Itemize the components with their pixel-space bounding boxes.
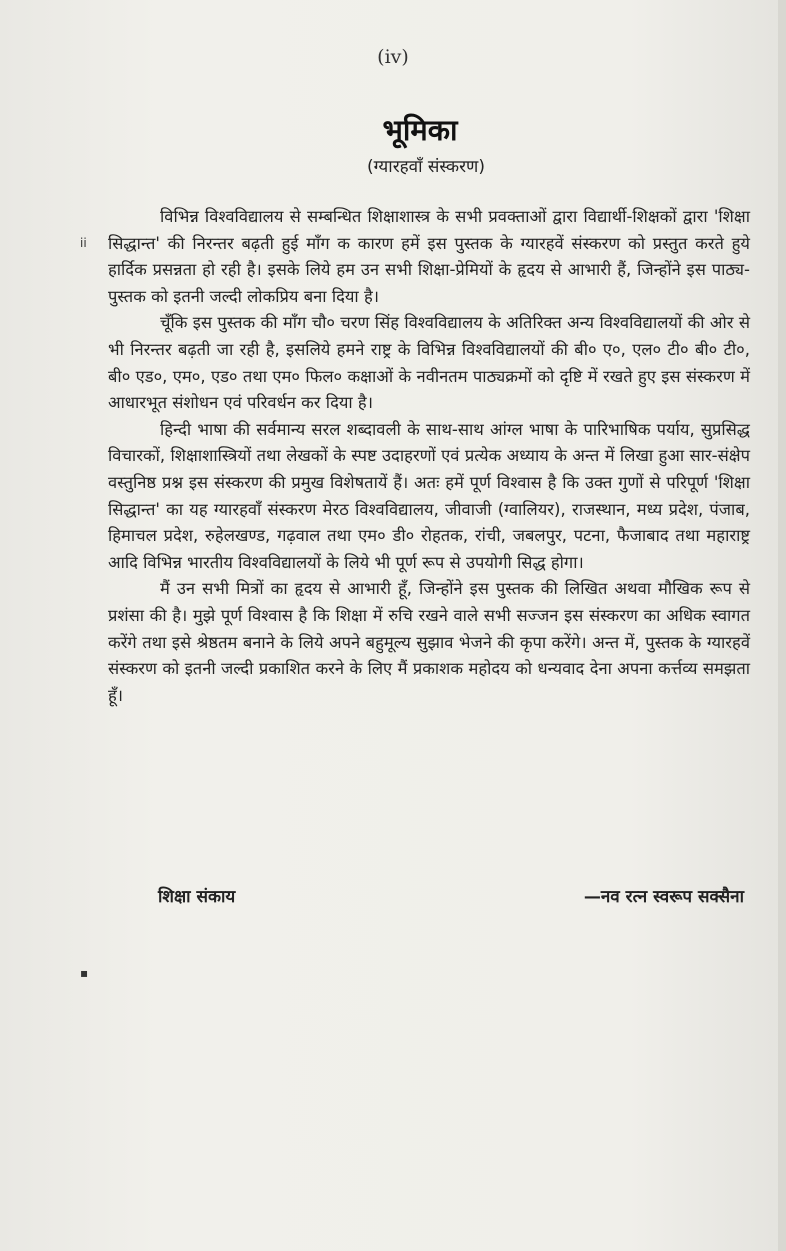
signature-department: शिक्षा संकाय <box>158 887 236 907</box>
page-subtitle: (ग्यारहवाँ संस्करण) <box>367 157 485 177</box>
paragraph: चूँकि इस पुस्तक की माँग चौ० चरण सिंह विश्वविद्यालय के अतिरिक्त अन्य विश्वविद्यालयों की ओर से भी निरन्तर बढ़ती जा रही है, इसलिये हमने राष्ट्र के विभिन्न विश्वविद्यालयों की बी० ए०, एल० टी० बी० टी०, बी० एड०, एम०, एड० तथा एम० फिल० कक्षाओं के नवीनतम पाठ्यक्रमों को दृष्टि में रखते हुए इस संस्करण में आधारभूत संशोधन एवं परिवर्धन कर दिया है। <box>108 313 750 413</box>
page-title: भूमिका <box>382 113 458 147</box>
paragraph: हिन्दी भाषा की सर्वमान्य सरल शब्दावली के साथ-साथ आंग्ल भाषा के पारिभाषिक पर्याय, सुप्रसिद्ध विचारकों, शिक्षाशास्त्रियों तथा लेखकों के स्पष्ट उदाहरणों एवं प्रत्येक अध्याय के अन्त में लिखा हुआ सार-संक्षेप वस्तुनिष्ठ प्रश्न इस संस्करण की प्रमुख विशेषतायें हैं। अतः हमें पूर्ण विश्वास है कि उक्त गुणों से परिपूर्ण 'शिक्षा सिद्धान्त' का यह ग्यारहवाँ संस्करण मेरठ विश्वविद्यालय, जीवाजी (ग्वालियर), राजस्थान, मध्य प्रदेश, पंजाब, हिमाचल प्रदेश, रुहेलखण्ड, गढ़वाल तथा एम० डी० रोहतक, रांची, जबलपुर, पटना, फैजाबाद तथा महाराष्ट्र आदि विभिन्न भारतीय विश्वविद्यालयों के लिये भी पूर्ण रूप से उपयोगी सिद्ध होगा। <box>108 419 750 572</box>
signature-author: —नव रत्न स्वरूप सक्सैना <box>583 887 744 907</box>
paragraph: विभिन्न विश्वविद्यालय से सम्बन्धित शिक्षाशास्त्र के सभी प्रवक्ताओं द्वारा विद्यार्थी-शिक्षकों द्वारा 'शिक्षा सिद्धान्त' की निरन्तर बढ़ती हुई माँग क कारण हमें इस पुस्तक के ग्यारहवें संस्करण को प्रस्तुत करते हुये हार्दिक प्रसन्नता हो रही है। इसके लिये हम उन सभी शिक्षा-प्रेमियों के हृदय से आभारी हैं, जिन्होंने इस पाठ्य-पुस्तक को इतनी जल्दी लोकप्रिय बना दिया है। <box>108 207 750 306</box>
binding-mark: ii <box>80 236 87 250</box>
binding-mark: ▪ <box>80 966 89 980</box>
preface-body <box>108 204 750 709</box>
paragraph: मैं उन सभी मित्रों का हृदय से आभारी हूँ, जिन्होंने इस पुस्तक की लिखित अथवा मौखिक रूप से प्रशंसा की है। मुझे पूर्ण विश्वास है कि शिक्षा में रुचि रखने वाले सभी सज्जन इस संस्करण का अधिक स्वागत करेंगे तथा इसे श्रेष्ठतम बनाने के लिये अपने बहुमूल्य सुझाव भेजने की कृपा करेंगे। अन्त में, पुस्तक के ग्यारहवें संस्करण को इतनी जल्दी प्रकाशित करने के लिए मैं प्रकाशक महोदय को धन्यवाद देना अपना कर्त्तव्य समझता हूँ। <box>108 579 750 705</box>
page-edge <box>778 0 786 1251</box>
page-number: (iv) <box>377 46 409 68</box>
